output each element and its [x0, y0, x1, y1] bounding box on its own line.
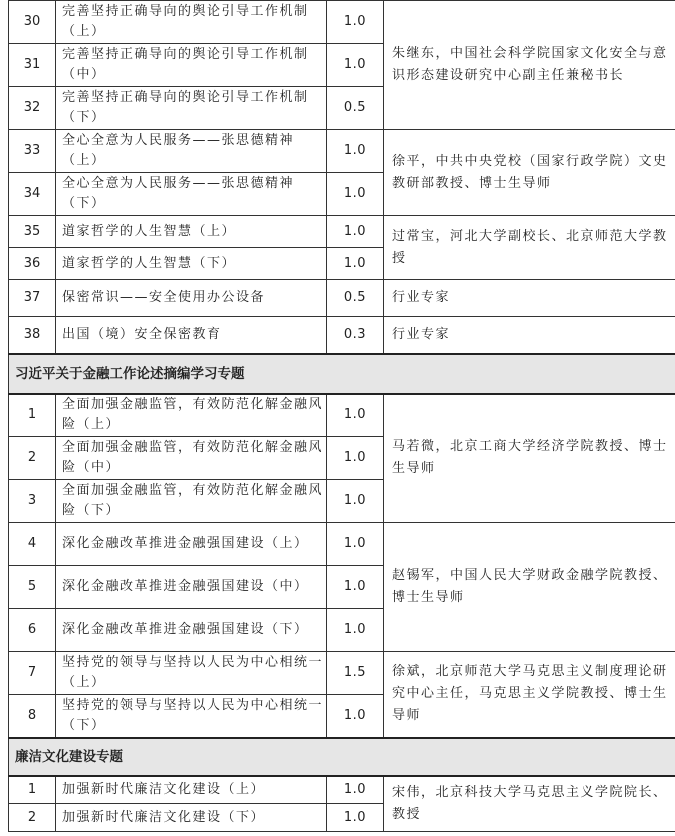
course-number: 35	[9, 216, 56, 248]
lecturer-cell: 行业专家	[384, 280, 675, 317]
course-number: 31	[9, 44, 56, 87]
course-hours: 1.0	[327, 523, 384, 566]
course-number: 32	[9, 87, 56, 130]
course-hours: 0.5	[327, 87, 384, 130]
course-title: 全面加强金融监管，有效防范化解金融风险（上）	[56, 394, 327, 437]
lecturer-cell: 行业专家	[384, 317, 675, 354]
lecturer-cell: 马若微，北京工商大学经济学院教授、博士生导师	[384, 394, 675, 523]
course-hours: 1.0	[327, 44, 384, 87]
course-title: 坚持党的领导与坚持以人民为中心相统一（上）	[56, 652, 327, 695]
table-row	[9, 652, 675, 695]
course-number: 38	[9, 317, 56, 354]
course-title: 深化金融改革推进金融强国建设（下）	[56, 609, 327, 652]
course-title: 完善坚持正确导向的舆论引导工作机制（下）	[56, 87, 327, 130]
course-number: 1	[9, 776, 56, 804]
lecturer-cell: 徐平，中共中央党校（国家行政学院）文史教研部教授、博士生导师	[384, 130, 675, 216]
course-hours: 1.0	[327, 1, 384, 44]
course-hours: 1.0	[327, 609, 384, 652]
section-header-row	[9, 738, 675, 776]
course-hours: 1.0	[327, 480, 384, 523]
course-hours: 1.0	[327, 248, 384, 280]
course-title: 全面加强金融监管，有效防范化解金融风险（中）	[56, 437, 327, 480]
course-number: 1	[9, 394, 56, 437]
course-number: 2	[9, 437, 56, 480]
course-title: 道家哲学的人生智慧（下）	[56, 248, 327, 280]
table-row	[9, 776, 675, 804]
lecturer-cell: 赵锡军，中国人民大学财政金融学院教授、博士生导师	[384, 523, 675, 652]
table-row	[9, 394, 675, 437]
course-title: 全心全意为人民服务——张思德精神（下）	[56, 173, 327, 216]
section-title: 廉洁文化建设专题	[9, 738, 675, 776]
course-title: 全面加强金融监管，有效防范化解金融风险（下）	[56, 480, 327, 523]
course-title: 深化金融改革推进金融强国建设（上）	[56, 523, 327, 566]
course-hours: 0.3	[327, 317, 384, 354]
course-number: 6	[9, 609, 56, 652]
course-title: 全心全意为人民服务——张思德精神（上）	[56, 130, 327, 173]
course-title: 道家哲学的人生智慧（上）	[56, 216, 327, 248]
course-hours: 0.5	[327, 280, 384, 317]
course-hours: 1.0	[327, 804, 384, 832]
lecturer-cell: 徐斌，北京师范大学马克思主义制度理论研究中心主任，马克思主义学院教授、博士生导师	[384, 652, 675, 738]
course-hours: 1.0	[327, 437, 384, 480]
course-number: 37	[9, 280, 56, 317]
course-hours: 1.5	[327, 652, 384, 695]
course-number: 30	[9, 1, 56, 44]
course-number: 33	[9, 130, 56, 173]
table-row	[9, 130, 675, 173]
section-header-row	[9, 354, 675, 394]
course-title: 坚持党的领导与坚持以人民为中心相统一（下）	[56, 695, 327, 738]
course-hours: 1.0	[327, 130, 384, 173]
course-hours: 1.0	[327, 216, 384, 248]
course-title: 加强新时代廉洁文化建设（下）	[56, 804, 327, 832]
lecturer-cell: 朱继东，中国社会科学院国家文化安全与意识形态建设研究中心副主任兼秘书长	[384, 1, 675, 130]
course-number: 36	[9, 248, 56, 280]
section-title: 习近平关于金融工作论述摘编学习专题	[9, 354, 675, 394]
course-title: 完善坚持正确导向的舆论引导工作机制（中）	[56, 44, 327, 87]
course-title: 深化金融改革推进金融强国建设（中）	[56, 566, 327, 609]
table-row	[9, 1, 675, 44]
course-hours: 1.0	[327, 695, 384, 738]
course-hours: 1.0	[327, 776, 384, 804]
table-row	[9, 280, 675, 317]
course-hours: 1.0	[327, 394, 384, 437]
course-number: 34	[9, 173, 56, 216]
course-hours: 1.0	[327, 566, 384, 609]
table-row	[9, 523, 675, 566]
course-title: 出国（境）安全保密教育	[56, 317, 327, 354]
course-number: 5	[9, 566, 56, 609]
course-number: 7	[9, 652, 56, 695]
course-number: 4	[9, 523, 56, 566]
lecturer-cell: 过常宝，河北大学副校长、北京师范大学教授	[384, 216, 675, 280]
course-title: 加强新时代廉洁文化建设（上）	[56, 776, 327, 804]
course-title: 完善坚持正确导向的舆论引导工作机制（上）	[56, 1, 327, 44]
course-number: 3	[9, 480, 56, 523]
course-title: 保密常识——安全使用办公设备	[56, 280, 327, 317]
course-hours: 1.0	[327, 173, 384, 216]
course-number: 2	[9, 804, 56, 832]
course-number: 8	[9, 695, 56, 738]
table-row	[9, 317, 675, 354]
course-table	[8, 0, 675, 832]
lecturer-cell: 宋伟，北京科技大学马克思主义学院院长、教授	[384, 776, 675, 832]
table-row	[9, 216, 675, 248]
